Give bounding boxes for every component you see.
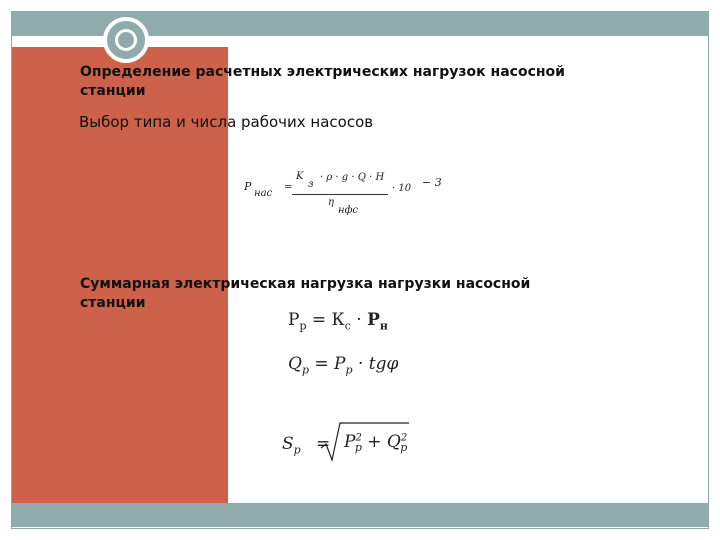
- f4-P-sub: p: [354, 441, 362, 455]
- f2-Pn: Р: [367, 310, 380, 330]
- f2-lhs: P: [288, 310, 300, 330]
- f1-eta: η: [328, 197, 334, 208]
- f1-K-sub: з: [308, 179, 314, 190]
- f3-P: = P: [314, 354, 346, 374]
- f1-fraction-line: [292, 194, 388, 195]
- f3-lhs: Q: [288, 354, 302, 374]
- bottom-bar: [12, 503, 708, 527]
- f1-exponent: − 3: [422, 176, 442, 189]
- f4-lhs-group: [282, 434, 301, 456]
- f4-lhs-sub: p: [293, 443, 301, 457]
- f1-K: K: [296, 171, 304, 182]
- f4-Q-sub: p: [400, 441, 408, 455]
- f1-multiplier: · 10: [392, 183, 412, 194]
- f2-Pn-sub: н: [379, 319, 388, 333]
- f1-numerator: · ρ · g · Q · H: [320, 172, 385, 183]
- f1-equals: =: [284, 182, 293, 193]
- f4-equals: =: [316, 434, 331, 454]
- subtitle-pump-selection: Выбор типа и числа рабочих насосов: [79, 113, 374, 131]
- f3-P-sub: p: [345, 363, 353, 377]
- formula-Sp: [282, 420, 412, 464]
- f4-Q: + Q: [367, 432, 401, 452]
- f4-Q-sup: 2: [400, 432, 408, 444]
- f2-lhs-sub: р: [299, 319, 307, 333]
- f3-lhs-sub: p: [301, 363, 309, 377]
- heading-total-load: Суммарная электрическая нагрузка нагрузки насосной станции: [80, 276, 531, 311]
- f4-radicand: [344, 432, 407, 454]
- f1-lhs: P: [244, 180, 252, 193]
- f2-Kc-sub: с: [344, 319, 351, 333]
- f2-Kc: = К: [311, 310, 345, 330]
- formula-Pp: [288, 310, 388, 332]
- formula-Qp: [288, 354, 398, 376]
- formula-pump-power: [244, 168, 454, 220]
- f4-lhs: S: [282, 434, 294, 454]
- f2-dot: ·: [356, 310, 362, 330]
- f4-P-sup: 2: [355, 432, 362, 444]
- f4-P: P: [344, 432, 356, 452]
- heading-calculation: Определение расчетных электрических нагрузок насосной станции: [80, 64, 565, 99]
- circle-ornament-icon: [103, 17, 149, 63]
- f1-eta-sub: нфс: [338, 205, 359, 216]
- f1-lhs-sub: нас: [254, 188, 273, 199]
- f3-tg: · tgφ: [357, 354, 399, 374]
